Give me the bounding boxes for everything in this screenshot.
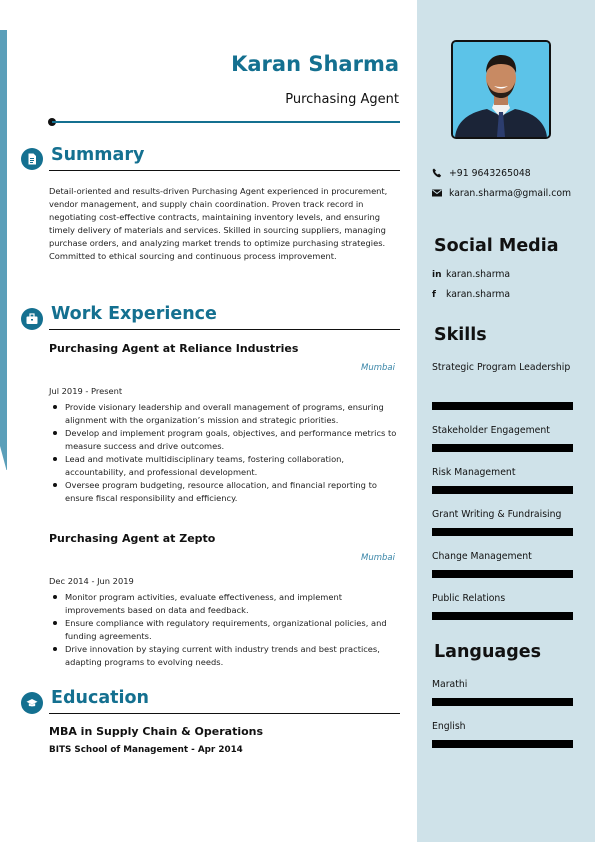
skills-heading: Skills: [434, 325, 487, 345]
skill-bar: [432, 402, 573, 410]
language-name: Marathi: [432, 679, 468, 690]
job-bullets: [49, 591, 399, 669]
job-bullets: [49, 401, 399, 505]
document-icon: [21, 148, 43, 170]
email-address: karan.sharma@gmail.com: [449, 188, 572, 199]
phone-number: +91 9643265048: [449, 168, 531, 179]
social-item-facebook: [432, 289, 510, 300]
job-title: Purchasing Agent at Reliance Industries: [49, 342, 299, 355]
summary-rule: [49, 170, 400, 171]
language-bar: [432, 740, 573, 748]
skill-bar: [432, 612, 573, 620]
summary-text: Detail-oriented and results-driven Purchasing Agent experienced in procurement, vendor management, and supply chain coordination. Proven track record in negotiating cost-effective contracts, maintaining inventory levels, and ensuring timely delivery of materials and services. Skilled in sourcing suppliers, managing purchase orders, and analyzing market trends to optimize purchasing strategies. Committed to ethical sourcing and continuous process improvement.: [49, 186, 388, 261]
candidate-title: Purchasing Agent: [285, 92, 399, 107]
education-school: BITS School of Management - Apr 2014: [49, 745, 243, 755]
list-item: Develop and implement program goals, objectives, and performance metrics to measure success and drive outcomes.: [49, 427, 399, 453]
experience-rule: [49, 329, 400, 330]
skill-name: Strategic Program Leadership: [432, 362, 571, 373]
briefcase-icon: [21, 308, 43, 330]
facebook-icon: f: [432, 290, 436, 300]
language-name: English: [432, 721, 466, 732]
job-location: Mumbai: [361, 553, 395, 563]
list-item: Provide visionary leadership and overall management of programs, ensuring alignment with the organization’s mission and strategic priorities.: [49, 401, 399, 427]
languages-heading: Languages: [434, 642, 542, 662]
skill-bar: [432, 444, 573, 452]
contact-email: [432, 187, 582, 201]
social-handle: karan.sharma: [446, 289, 511, 300]
social-handle: karan.sharma: [446, 269, 511, 280]
summary-heading: Summary: [51, 145, 145, 165]
contact-phone: [432, 167, 582, 181]
profile-photo: [451, 40, 551, 139]
list-item: Drive innovation by staying current with industry trends and best practices, adapting programs to evolving needs.: [49, 643, 399, 669]
job-location: Mumbai: [361, 363, 395, 373]
graduation-cap-icon: [21, 692, 43, 714]
language-bar: [432, 698, 573, 706]
left-accent-bar-tip: [0, 446, 7, 472]
skill-name: Grant Writing & Fundraising: [432, 509, 562, 520]
phone-icon: [432, 168, 442, 178]
skill-bar: [432, 528, 573, 536]
skill-name: Public Relations: [432, 593, 506, 604]
education-heading: Education: [51, 688, 149, 708]
job-title: Purchasing Agent at Zepto: [49, 532, 216, 545]
list-item: Lead and motivate multidisciplinary teams, fostering collaboration, accountability, and professional development.: [49, 453, 399, 479]
job-dates: Jul 2019 - Present: [49, 386, 123, 396]
list-item: Monitor program activities, evaluate effectiveness, and implement improvements based on data and feedback.: [49, 591, 399, 617]
envelope-icon: [432, 188, 442, 198]
social-item-linkedin: [432, 269, 510, 280]
experience-heading: Work Experience: [51, 304, 217, 324]
list-item: Ensure compliance with regulatory requirements, organizational policies, and funding agreements.: [49, 617, 399, 643]
skill-bar: [432, 486, 573, 494]
header-divider: [52, 121, 400, 123]
skill-name: Stakeholder Engagement: [432, 425, 550, 436]
list-item: Oversee program budgeting, resource allocation, and financial reporting to ensure fiscal responsibility and efficiency.: [49, 479, 399, 505]
job-dates: Dec 2014 - Jun 2019: [49, 576, 134, 586]
skill-name: Risk Management: [432, 467, 516, 478]
social-heading: Social Media: [434, 236, 559, 256]
education-rule: [49, 713, 400, 714]
left-accent-bar: [0, 30, 7, 470]
skill-bar: [432, 570, 573, 578]
skill-name: Change Management: [432, 551, 532, 562]
education-degree: MBA in Supply Chain & Operations: [49, 725, 264, 738]
candidate-name: Karan Sharma: [231, 52, 399, 76]
linkedin-icon: in: [432, 270, 442, 280]
